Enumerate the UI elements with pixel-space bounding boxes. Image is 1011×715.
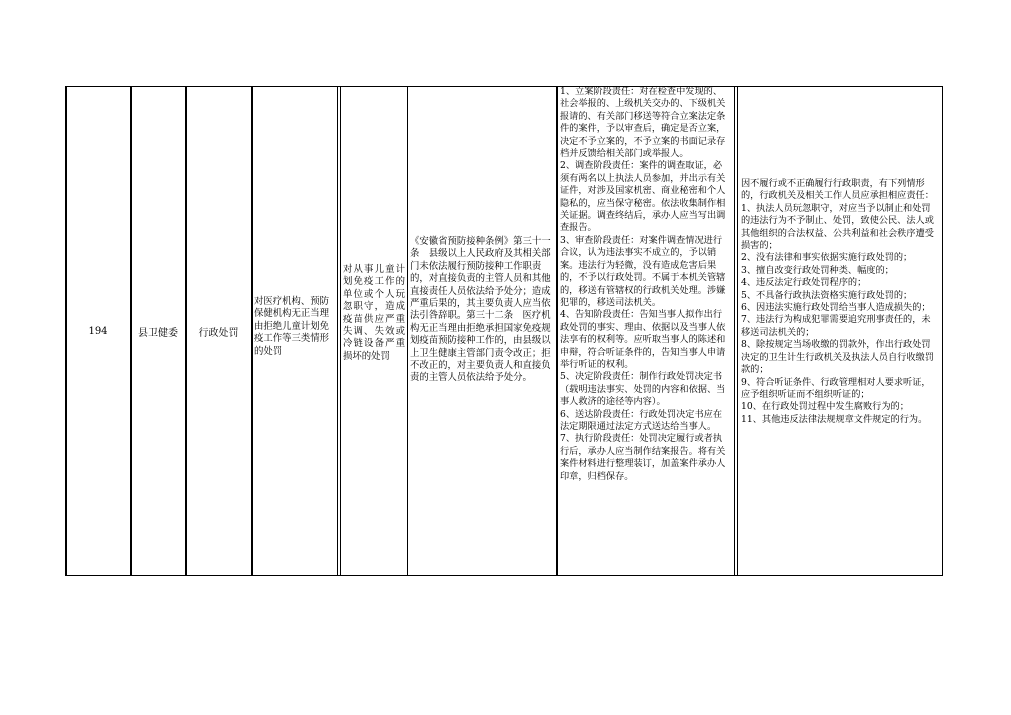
accountability-item: 7、违法行为构成犯罪需要追究刑事责任的，未移送司法机关的； [741, 314, 931, 338]
responsibility-item: 4、告知阶段责任：告知当事人拟作出行政处罚的事实、理由、依据以及当事人依法享有的权利等。应听取当事人的陈述和申辩，符合听证条件的，告知当事人申请举行听证的权利。 [560, 309, 726, 370]
sub-item-cell [341, 86, 407, 576]
legal-basis: 《安徽省预防接种条例》第三十一条 县级以上人民政府及其相关部门未依法履行预防接种工作职责的，对直接负责的主管人员和其他直接责任人员依法给予处分；造成严重后果的，其主要负责人应当依法引咎辞职。第三十二条 医疗机构无正当理由拒绝承担国家免疫规划疫苗预防接种工作的，由县级以上卫生健康主管部门责令改正；拒不改正的，对主要负责人和直接负责的主管人员依法给予处分。 [410, 236, 551, 384]
responsibilities-cell [557, 86, 734, 576]
category-cell [186, 86, 251, 576]
accountability-item: 9、符合听证条件、行政管理相对人要求听证，应予组织听证而不组织听证的； [741, 376, 931, 400]
legal-basis-cell [408, 86, 556, 576]
col-border [942, 86, 943, 576]
col-border [734, 86, 735, 576]
responsibility-item: 2、调查阶段责任：案件的调查取证，必须有两名以上执法人员参加，并出示有关证件，对涉及国家机密、商业秘密和个人隐私的，应当保守秘密。依法收集制作相关证据。调查终结后，承办人应当写出调查报告。 [560, 160, 726, 234]
department-cell [131, 86, 185, 576]
accountability-item: 5、不具备行政执法资格实施行政处罚的； [741, 289, 913, 301]
accountability-item: 3、擅自改变行政处罚种类、幅度的； [741, 264, 894, 276]
responsibility-item: 3、审查阶段责任：对案件调查情况进行合议，认为违法事实不成立的，予以销案。违法行为轻微，没有造成危害后果的，不予以行政处罚。不属于本机关管辖的，移送有管辖权的行政机关处理。涉嫌犯罪的，移送司法机关。 [560, 234, 726, 308]
accountability-item: 1、执法人员玩忽职守，对应当予以制止和处罚的违法行为不予制止、处罚，致使公民、法人或其他组织的合法权益、公共利益和社会秩序遭受损害的； [741, 202, 934, 252]
responsibility-item: 7、执行阶段责任：处罚决定履行或者执行后，承办人应当制作结案报告。将有关案件材料进行整理装订，加盖案件承办人印章，归档保存。 [560, 433, 726, 482]
category: 行政处罚 [198, 327, 239, 339]
sub-item: 对从事儿童计划免疫工作的单位或个人玩忽职守，造成疫苗供应严重失调、失效或冷链设备严重损坏的处罚 [343, 264, 405, 362]
department: 县卫健委 [138, 327, 178, 339]
row-number: 194 [88, 325, 108, 337]
accountability-item: 2、没有法律和事实依据实施行政处罚的； [741, 252, 913, 264]
item-name-cell [252, 86, 337, 576]
table-row [65, 86, 943, 576]
accountability-item: 11、其他违反法律法规规章文件规定的行为。 [741, 413, 928, 425]
item-name: 对医疗机构、预防保健机构无正当理由拒绝儿童计划免疫工作等三类情形的处罚 [254, 296, 330, 357]
responsibility-item: 6、送达阶段责任：行政处罚决定书应在法定期限通过法定方式送达给当事人。 [560, 408, 723, 432]
accountability-item: 6、因违法实施行政处罚给当事人造成损失的； [741, 302, 931, 314]
accountability-item: 4、违反法定行政处罚程序的； [741, 277, 867, 289]
col-border [337, 86, 338, 576]
accountability-cell [738, 86, 942, 576]
responsibilities-list [557, 86, 734, 483]
row-number-cell [66, 86, 130, 576]
accountability-item: 8、除按规定当场收缴的罚款外，作出行政处罚决定的卫生计生行政机关及执法人员自行收缴罚款的； [741, 339, 934, 376]
responsibility-item: 5、决定阶段责任：制作行政处罚决定书（载明违法事实、处罚的内容和依据、当事人救济的途径等内容）。 [560, 371, 726, 408]
accountability-intro: 因不履行或不正确履行行政职责，有下列情形的，行政机关及相关工作人员应承担相应责任： [741, 178, 934, 202]
accountability-item: 10、在行政处罚过程中发生腐败行为的； [741, 401, 909, 413]
responsibility-item: 1、立案阶段责任：对在检查中发现的、社会举报的、上级机关交办的、下级机关报请的、有关部门移送等符合立案法定条件的案件，予以审查后，确定是否立案，决定不予立案的，不予立案的书面记录存档并反馈给相关部门或举报人。 [560, 86, 726, 160]
accountability-list [738, 178, 942, 426]
